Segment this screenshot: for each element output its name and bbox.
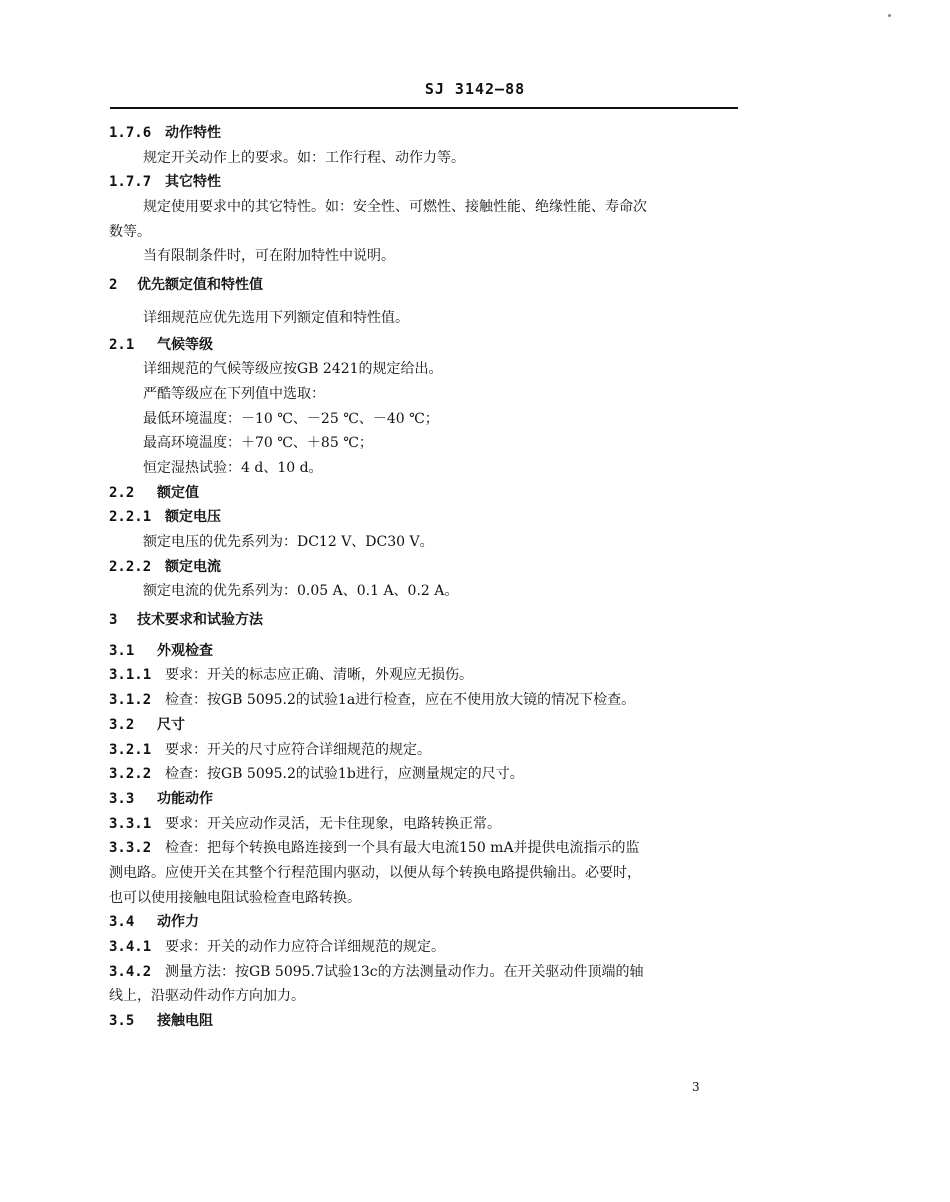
- clause-text: 检查：按GB 5095.2的试验1b进行，应测量规定的尺寸。: [165, 766, 524, 783]
- clause: [109, 836, 743, 861]
- section-heading: [109, 787, 743, 812]
- clause: [109, 688, 743, 713]
- section-title: 外观检查: [157, 642, 213, 659]
- paragraph: 严酷等级应在下列值中选取：: [143, 385, 325, 402]
- clause: [109, 762, 743, 787]
- clause: [109, 738, 743, 763]
- section-number: 3.4: [109, 914, 135, 931]
- clause: [109, 960, 743, 985]
- section-title: 额定电压: [165, 509, 221, 526]
- section-title: 优先额定值和特性值: [137, 277, 263, 294]
- section-heading: [109, 273, 743, 298]
- section-title: 接触电阻: [157, 1013, 213, 1030]
- paragraph: 规定开关动作上的要求。如：工作行程、动作力等。: [143, 149, 465, 166]
- clause-text: 要求：开关的动作力应符合详细规范的规定。: [165, 939, 445, 955]
- clause-text: 检查：按GB 5095.2的试验1a进行检查，应在不使用放大镜的情况下检查。: [165, 692, 636, 709]
- section-title: 技术要求和试验方法: [137, 612, 263, 629]
- section-title: 动作力: [157, 914, 199, 931]
- clause-text: 测量方法：按GB 5095.7试验13c的方法测量动作力。在开关驱动件顶端的轴: [165, 963, 644, 980]
- clause-text: 要求：开关应动作灵活，无卡住现象，电路转换正常。: [165, 815, 501, 832]
- clause-number: 3.4.2: [109, 963, 152, 980]
- section-number: 2.2.1: [109, 509, 152, 526]
- paragraph: 当有限制条件时，可在附加特性中说明。: [143, 248, 395, 265]
- clause-number: 3.3.1: [109, 815, 152, 832]
- clause-number: 3.2.1: [109, 741, 152, 758]
- paragraph: 最高环境温度：＋70 ℃、＋85 ℃；: [143, 435, 373, 452]
- section-heading: [109, 333, 743, 358]
- clause-text: 要求：开关的标志应正确、清晰，外观应无损伤。: [165, 667, 473, 684]
- clause: [109, 663, 743, 688]
- scan-speck: [888, 14, 891, 17]
- section-title: 功能动作: [157, 790, 213, 807]
- clause-number: 3.3.2: [109, 840, 152, 857]
- header-rule: [110, 107, 738, 109]
- section-title: 动作特性: [165, 125, 221, 141]
- section-number: 3.1: [109, 642, 135, 659]
- clause-continuation: 测电路。应使开关在其整个行程范围内驱动，以便从每个转换电路提供输出。必要时，: [109, 864, 641, 881]
- section-heading: [109, 170, 743, 195]
- section-heading: [109, 555, 743, 580]
- clause-continuation: 也可以使用接触电阻试验检查电路转换。: [109, 889, 361, 906]
- paragraph: 详细规范应优先选用下列额定值和特性值。: [143, 309, 409, 326]
- page-number: 3: [692, 1080, 700, 1094]
- section-heading: [109, 121, 743, 146]
- section-heading: [109, 481, 743, 506]
- paragraph: 最低环境温度：－10 ℃、－25 ℃、－40 ℃；: [143, 410, 439, 427]
- section-heading: [109, 713, 743, 738]
- section-number: 1.7.7: [109, 174, 152, 191]
- section-heading: [109, 639, 743, 664]
- section-number: 2: [109, 277, 118, 294]
- section-title: 额定电流: [165, 558, 221, 575]
- clause-continuation: 线上，沿驱动件动作方向加力。: [109, 988, 305, 1005]
- section-title: 气候等级: [157, 336, 213, 353]
- section-number: 2.2.2: [109, 558, 152, 575]
- section-number: 3.2: [109, 716, 135, 733]
- section-heading: [109, 1009, 743, 1034]
- section-title: 尺寸: [157, 716, 185, 733]
- paragraph: 额定电压的优先系列为：DC12 V、DC30 V。: [143, 534, 434, 550]
- section-number: 3.3: [109, 790, 135, 807]
- paragraph: 恒定湿热试验：4 d、10 d。: [143, 459, 323, 476]
- section-heading: [109, 910, 743, 935]
- section-number: 2.1: [109, 336, 135, 353]
- section-number: 3.5: [109, 1013, 135, 1030]
- clause-number: 3.1.2: [109, 692, 152, 709]
- section-number: 2.2: [109, 484, 135, 501]
- section-heading: [109, 505, 743, 530]
- section-title: 额定值: [157, 484, 199, 501]
- paragraph-continuation: 数等。: [109, 223, 151, 240]
- clause-number: 3.2.2: [109, 766, 152, 783]
- document-body: [109, 121, 743, 1034]
- clause: [109, 812, 743, 837]
- section-title: 其它特性: [165, 174, 221, 191]
- document-header: SJ 3142—88: [424, 80, 526, 98]
- paragraph: 详细规范的气候等级应按GB 2421的规定给出。: [143, 361, 443, 378]
- paragraph: 额定电流的优先系列为：0.05 A、0.1 A、0.2 A。: [143, 583, 459, 600]
- section-number: 3: [109, 612, 118, 629]
- section-number: 1.7.6: [109, 125, 152, 141]
- clause-number: 3.4.1: [109, 939, 152, 955]
- section-heading: [109, 608, 743, 633]
- clause-text: 要求：开关的尺寸应符合详细规范的规定。: [165, 741, 431, 758]
- clause-number: 3.1.1: [109, 667, 152, 684]
- paragraph: 规定使用要求中的其它特性。如：安全性、可燃性、接触性能、绝缘性能、寿命次: [143, 199, 647, 216]
- clause-text: 检查：把每个转换电路连接到一个具有最大电流150 mA并提供电流指示的监: [165, 840, 640, 857]
- clause: [109, 935, 743, 960]
